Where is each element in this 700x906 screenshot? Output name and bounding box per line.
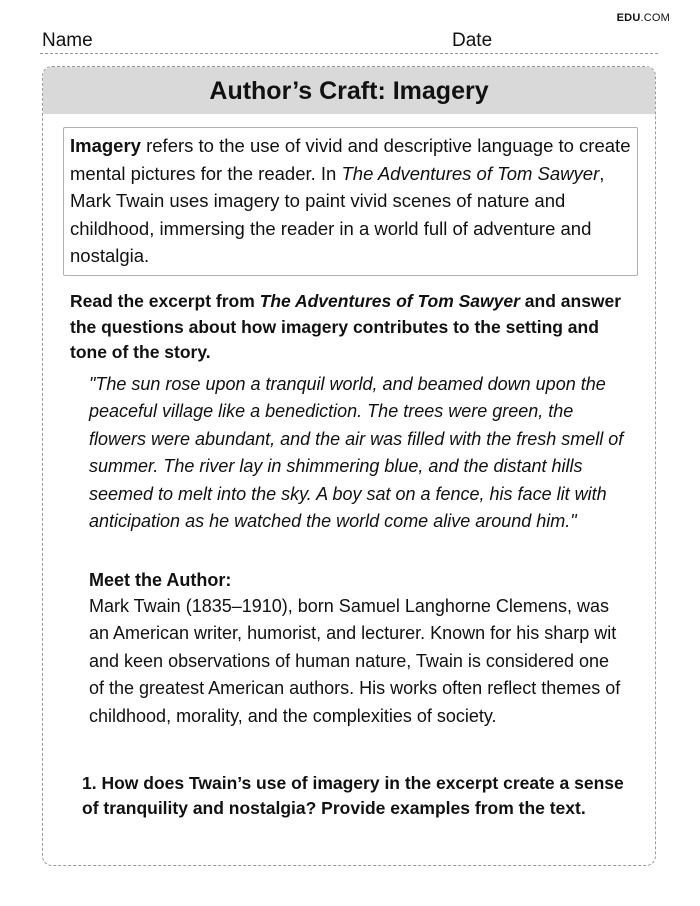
- edu-logo: [617, 12, 670, 24]
- name-date-line: [40, 53, 658, 54]
- definition-box: [63, 127, 638, 276]
- instruction-text-1: Read the excerpt from: [70, 291, 260, 311]
- worksheet-title: Author’s Craft: Imagery: [43, 67, 655, 114]
- definition-book-title: The Adventures of Tom Sawyer: [341, 162, 600, 184]
- excerpt-quote: "The sun rose upon a tranquil world, and beamed down upon the peaceful village like a benediction. The trees were green, the flowers were abundant, and the air was filled with the fresh smell of summer. The river lay in shimmering blue, and the distant hills seemed to melt into the sky. A boy sat on a fence, his face lit with anticipation as he watched the world come alive around him.": [89, 374, 624, 532]
- instruction-book-title: The Adventures of Tom Sawyer: [259, 291, 520, 311]
- name-date-row: [40, 30, 658, 54]
- logo-bold-text: EDU: [616, 12, 641, 24]
- question-1: 1. How does Twain’s use of imagery in the excerpt create a sense of tranquility and nostalgia? Provide examples from the text.: [82, 773, 624, 818]
- author-heading: Meet the Author:: [89, 570, 232, 590]
- instruction-text-2: and answer the questions about how imagery contributes to the setting and tone of the story.: [70, 291, 622, 362]
- date-label: Date: [452, 30, 493, 51]
- definition-text-2: , Mark Twain uses imagery to paint vivid scenes of nature and childhood, immersing the reader in a world full of adventure and nostalgia.: [70, 162, 605, 266]
- definition-text-1: refers to the use of vivid and descriptive language to create mental pictures for the reader. In: [70, 135, 631, 184]
- instruction-text: [70, 289, 635, 366]
- definition-term: Imagery: [70, 135, 141, 156]
- logo-rest-text: .COM: [640, 12, 670, 24]
- name-label: Name: [42, 30, 93, 51]
- worksheet-card: [42, 66, 656, 866]
- author-bio: Mark Twain (1835–1910), born Samuel Langhorne Clemens, was an American writer, humorist, and lecturer. Known for his sharp wit and keen observations of human nature, Twain is considered one of the greatest American authors. His works often reflect themes of childhood, morality, and the complexities of society.: [89, 596, 621, 726]
